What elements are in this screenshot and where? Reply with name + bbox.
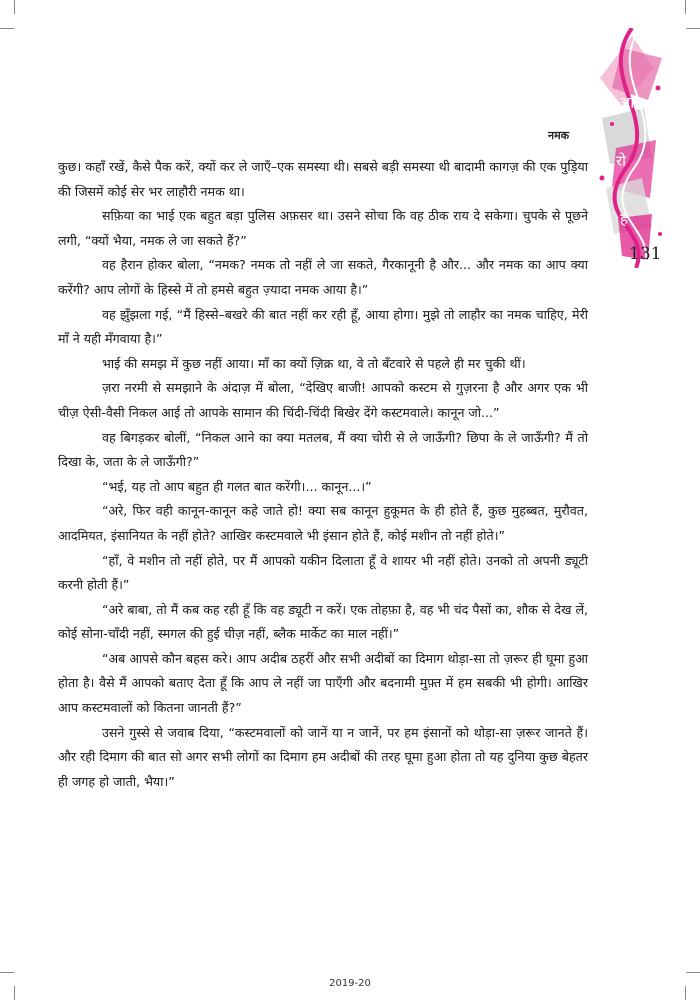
crop-mark-top-right-h (686, 28, 700, 29)
crop-mark-top-right-v (685, 0, 686, 14)
paragraph: भाई की समझ में कुछ नहीं आया। माँ का क्यों ज़िक्र था, वे तो बँटवारे से पहले ही मर चुकी थीं। (102, 355, 526, 371)
crop-mark-bottom-left-h (0, 972, 14, 973)
paragraph: वह झुँझला गई, “मैं हिस्से–बखरे की बात नहीं कर रही हूँ, आया होगा। मुझे तो लाहौर का नमक चाहिए, मेरी माँ ने यही मँगवाया है।” (58, 306, 588, 347)
paragraph: उसने गुस्से से जवाब दिया, “कस्टमवालों को जानें या न जानें, पर हम इंसानों को थोड़ा-सा ज़रूर जानते हैं। और रही दिमाग की बात सो अगर सभी लोगों का दिमाग हम अदीबों की तरह घूमा हुआ होता तो यह दुनिया कुछ बेहतर ही जगह हो जाती, भैया।” (58, 724, 588, 789)
decorative-ribbon (592, 28, 672, 268)
chapter-title: नमक (548, 129, 570, 142)
paragraph: ज़रा नरमी से समझाने के अंदाज़ में बोला, “देखिए बाजी! आपको कस्टम से गुज़रना है और अगर एक भी चीज़ ऐसी-वैसी निकल आई तो आपके सामान की चिंदी-चिंदी बिखेर देंगे कस्टमवाले। कानून जो...” (58, 380, 588, 420)
paragraph: “अरे, फिर वही कानून-कानून कहे जाते हो! क्या सब कानून हुकूमत के ही होते हैं, कुछ मुहब्बत, मुरौवत, आदमियत, इंसानियत के नहीं होते? आखिर कस्टमवाले भी इंसान होते हैं, कोई मशीन तो नहीं होते।” (58, 503, 588, 543)
paragraph: वह बिगड़कर बोलीं, “निकल आने का क्या मतलब, मैं क्या चोरी से ले जाऊँगी? छिपा के ले जाऊँगी? मैं तो दिखा के, जता के ले जाऊँगी?” (58, 429, 588, 470)
crop-mark-top-left-h (0, 28, 14, 29)
paragraph: “अब आपसे कौन बहस करे। आप अदीब ठहरीं और सभी अदीबों का दिमाग थोड़ा-सा तो ज़रूर ही घूमा हुआ होता है। वैसे मैं आपको बताए देता हूँ कि आप ले नहीं जा पाएँगी और बदनामी मुफ़्त में हम सबकी भी होगी। आखिर आप कस्टमवालों को कितना जानती हैं?” (58, 650, 588, 716)
decor-letter: ह (620, 210, 628, 228)
page-number: 131 (629, 244, 662, 264)
crop-mark-bottom-right-h (686, 972, 700, 973)
decor-letter: रो (616, 152, 627, 170)
paragraph: सफ़िया का भाई एक बहुत बड़ा पुलिस अफ़सर था। उसने सोचा कि वह ठीक राय दे सकेगा। चुपके से पूछने लगी, “क्यों भैया, नमक ले जा सकते हैं?” (58, 208, 588, 248)
footer-year: 2019-20 (329, 978, 371, 989)
decor-letter: आ (618, 93, 635, 112)
paragraph: “अरे बाबा, तो मैं कब कह रही हूँ कि वह ड्यूटी न करें। एक तोहफ़ा है, वह भी चंद पैसों का, शौक से देख लें, कोई सोना-चाँदी नहीं, स्मगल की हुई चीज़ नहीं, ब्लैक मार्केट का माल नहीं।” (58, 601, 588, 642)
body-text (58, 155, 588, 794)
crop-mark-top-left-v (14, 0, 15, 14)
paragraph: “हाँ, वे मशीन तो नहीं होते, पर मैं आपको यकीन दिलाता हूँ वे शायर भी नहीं होते। उनको तो अपनी ड्यूटी करनी होती हैं।” (58, 552, 588, 593)
paragraph: “भई, यह तो आप बहुत ही गलत बात करेंगी।... कानून...।” (102, 478, 372, 494)
paragraph: कुछ। कहाँ रखें, कैसे पैक करें, क्यों कर ले जाएँ–एक समस्या थी। सबसे बड़ी समस्या थी बादामी कागज़ की एक पुड़िया की जिसमें कोई सेर भर लाहौरी नमक था। (58, 159, 588, 199)
paragraph: वह हैरान होकर बोला, “नमक? नमक तो नहीं ले जा सकते, गैरकानूनी है और... और नमक का आप क्या करेंगी? आप लोगों के हिस्से में तो हमसे बहुत ज़्यादा नमक आया है।” (58, 257, 588, 297)
